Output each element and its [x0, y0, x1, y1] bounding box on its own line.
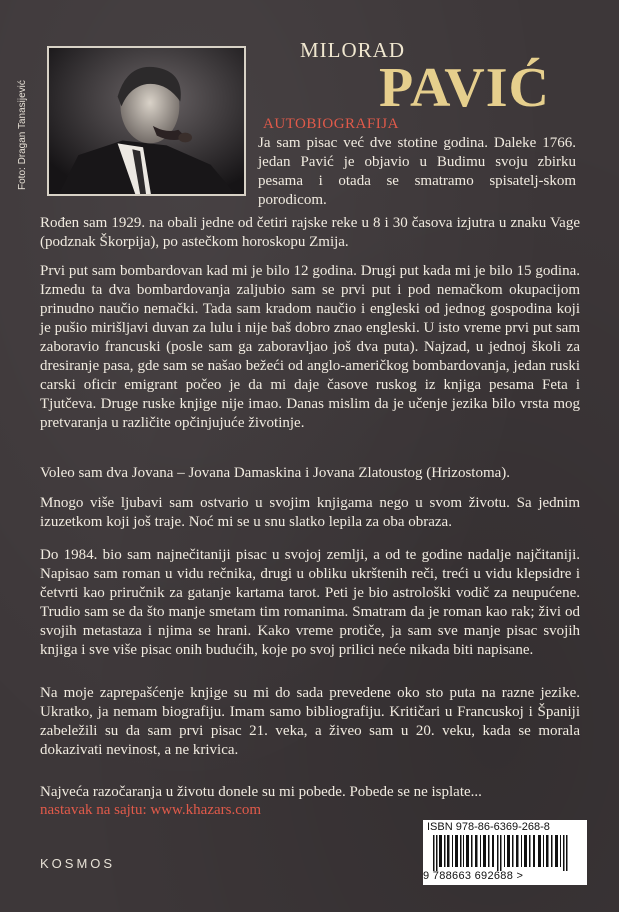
author-photo: [47, 46, 246, 196]
author-first-name: MILORAD: [300, 38, 405, 62]
photo-credit: Foto: Dragan Tanasijević: [17, 80, 28, 190]
bio-paragraph-novels: Do 1984. bio sam najnečitaniji pisac u svojoj zemlji, a od te godine nadalje najčitaniji. Napisao sam roman u vidu rečnika, drugi u obliku ukrštenih reči, treći u vidu klepsidre i četvrti kao priručnik za gatanje kartama tarot. Peti je bio astrološki vodič za neupućene. Trudio sam se da što manje smetam tim romanima. Smatram da je roman kao rak; živi od svojih metastaza i njima se hrani. Kako vreme protiče, ja sam sve manje pisac svojih knjiga i sve više pisac onih budućih, koje po svoj prilici neće nikada biti napisane.: [40, 547, 580, 658]
bio-paragraph-translations: Na moje zaprepašćenje knjige su mi do sada prevedene oko sto puta na razne jezike. Ukratko, ja nemam biografiju. Imam samo bibliografiju. Kritičari u Francuskoj i Španiji zabeležili su da sam prvi pisac 21. veka, a živeo sam u 20. veku, kada se morala dokazivati nevinost, a ne krivica.: [40, 685, 580, 758]
bio-paragraph-birth: Rođen sam 1929. na obali jedne od četiri rajske reke u 8 i 30 časova izjutra u znaku Vage (podznak Škorpija), po astečkom horoskopu Zmija.: [40, 215, 580, 250]
barcode-icon: [433, 835, 573, 871]
book-title: AUTOBIOGRAFIJA: [263, 116, 399, 132]
continuation-link[interactable]: nastavak na sajtu: www.khazars.com: [40, 802, 262, 818]
publisher-logo: KOSMOS: [40, 856, 116, 871]
bio-paragraph-jovans: Voleo sam dva Jovana – Jovana Damaskina i Jovana Zlatoustog (Hrizostoma).: [40, 465, 511, 481]
author-last-name: PAVIĆ: [379, 57, 550, 119]
barcode-block: [423, 820, 587, 885]
bio-paragraph-languages: Prvi put sam bombardovan kad mi je bilo 12 godina. Drugi put kada mi je bilo 15 godina. Izmedu ta dva bombardovanja zaljubio sam se prvi put i pod nemačkom okupacijom prinudno naučio nemački. Tada sam kradom naučio i engleski od jednog gospodina koji je pušio mirišljavi duvan za lulu i nije baš dobro znao engleski. U isto vreme prvi put sam zaboravio francuski (posle sam ga zaboravljao još dva puta). Najzad, u jednoj školi za dresiranje pasa, gde sam se našao bežeći od anglo-američkog bombardovanja, jedan ruski carski oficir emigrant počeo je da mi daje časove ruskog iz knjiga pesama Feta i Tjutčeva. Druge ruske knjige nije imao. Danas mislim da je učenje jezika bilo vrsta mog pretvaranja u različite opčinjujuće životinje.: [40, 263, 580, 431]
isbn-number: ISBN 978-86-6369-268-8: [427, 821, 550, 833]
author-portrait-image: [49, 48, 244, 194]
bio-paragraph-victories: Najveća razočaranja u životu donele su mi pobede. Pobede se ne isplate...: [40, 784, 482, 800]
barcode-digits: 9 788663 692688 >: [423, 870, 524, 882]
intro-paragraph: Ja sam pisac već dve stotine godina. Daleke 1766. jedan Pavić je objavio u Budimu svoju zbirku pesama i otada se smatramo spisatelj-skom porodicom.: [258, 135, 576, 208]
bio-paragraph-love: Mnogo više ljubavi sam ostvario u svojim knjigama nego u svom životu. Sa jednim izuzetkom koji još traje. Noć mi se u snu slatko lepila za oba obraza.: [40, 495, 580, 530]
